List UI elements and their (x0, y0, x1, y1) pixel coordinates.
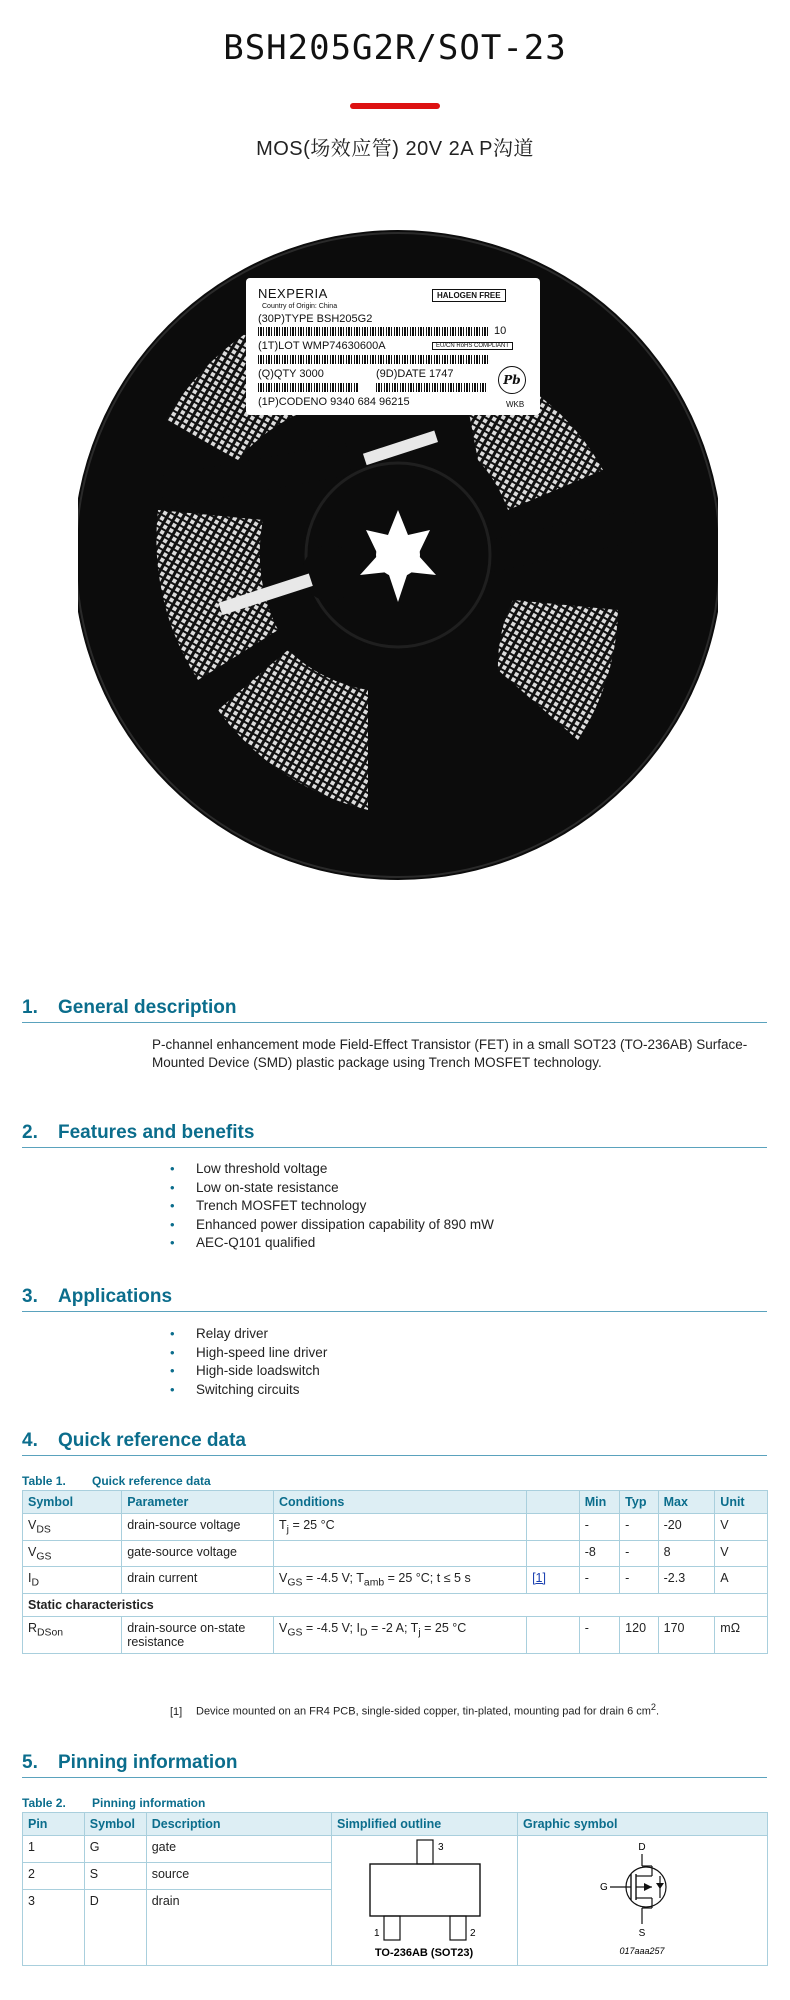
description-cell: gate (146, 1836, 331, 1863)
parameter-cell: drain-source on-state resistance (122, 1616, 274, 1653)
symbol-label-s: S (639, 1928, 646, 1939)
title-divider (350, 103, 440, 109)
column-header: Typ (620, 1491, 658, 1514)
min-cell: - (579, 1514, 619, 1541)
section-heading-general (22, 997, 767, 1023)
typ-cell: - (620, 1567, 658, 1594)
table-caption (22, 1796, 205, 1810)
list-item: • High-side loadswitch (170, 1362, 327, 1381)
label-type: (30P)TYPE BSH205G2 (258, 313, 373, 325)
symbol-label-d: D (638, 1842, 647, 1853)
reference-cell (527, 1616, 580, 1653)
symbol-cell (23, 1616, 122, 1653)
section-number: 5. (22, 1752, 38, 1773)
section-number: 4. (22, 1430, 38, 1451)
footnote-sup: 2 (650, 1702, 657, 1712)
page-subtitle: MOS(场效应管) 20V 2A P沟道 (256, 138, 534, 160)
sot23-outline-drawing (332, 1836, 516, 1962)
table-number: Table 1. (22, 1474, 66, 1488)
label-wkb: WKB (506, 400, 525, 409)
section-title: Applications (58, 1286, 173, 1307)
section-title: Pinning information (58, 1752, 238, 1773)
section-heading-pinning (22, 1752, 767, 1778)
typ-cell: - (620, 1514, 658, 1541)
parameter-cell: drain-source voltage (122, 1514, 274, 1541)
column-header: Simplified outline (332, 1813, 518, 1836)
typ-cell: - (620, 1540, 658, 1567)
label-brand: NEXPERIA (258, 286, 328, 301)
column-header: Pin (23, 1813, 85, 1836)
symbol-cell (23, 1540, 122, 1567)
symbol-text: I (28, 1571, 32, 1585)
outline-pin-3: 3 (438, 1842, 445, 1853)
symbol-text: V (28, 1518, 37, 1532)
table-title: Quick reference data (92, 1474, 211, 1488)
section-heading-quickref (22, 1430, 767, 1456)
label-qty: (Q)QTY 3000 (258, 368, 324, 380)
symbol-label-g: G (600, 1882, 609, 1893)
min-cell: -8 (579, 1540, 619, 1567)
symbol-cell (23, 1567, 122, 1594)
general-description-text: P-channel enhancement mode Field-Effect Transistor (FET) in a small SOT23 (TO-236AB) Surface-Mounted Device (SMD) plastic package using Trench MOSFET technology. (152, 1037, 748, 1070)
column-header: Conditions (274, 1491, 527, 1514)
column-header (527, 1491, 580, 1514)
symbol-subscript: DSon (37, 1627, 64, 1638)
symbol-cell: D (84, 1890, 146, 1966)
label-lot: (1T)LOT WMP74630600A (258, 340, 386, 352)
min-cell: - (579, 1616, 619, 1653)
list-item: • Relay driver (170, 1325, 327, 1344)
list-item: • High-speed line driver (170, 1344, 327, 1363)
barcode (258, 327, 488, 336)
section-number: 1. (22, 997, 38, 1018)
table-title: Pinning information (92, 1796, 206, 1810)
unit-cell: mΩ (715, 1616, 768, 1653)
list-item: • AEC-Q101 qualified (170, 1234, 494, 1253)
list-item: • Trench MOSFET technology (170, 1197, 494, 1216)
conditions-cell (274, 1540, 527, 1567)
pin-cell: 3 (23, 1890, 85, 1966)
column-header: Graphic symbol (517, 1813, 767, 1836)
label-rohs: EU/CN RoHS COMPLIANT (432, 342, 513, 350)
max-cell: -2.3 (658, 1567, 715, 1594)
footnote-link[interactable]: [1] (532, 1571, 546, 1585)
pinning-table (22, 1812, 768, 1966)
unit-cell: V (715, 1514, 768, 1541)
reference-cell (527, 1514, 580, 1541)
reference-cell (527, 1567, 580, 1594)
mosfet-symbol-drawing (518, 1836, 766, 1962)
table-row (23, 1514, 768, 1541)
outline-pin-1: 1 (374, 1928, 381, 1939)
column-header: Max (658, 1491, 715, 1514)
list-item: • Switching circuits (170, 1381, 327, 1400)
table-header-row (23, 1813, 768, 1836)
symbol-subscript: DS (36, 1524, 51, 1536)
page-title: BSH205G2R/SOT-23 (223, 28, 567, 68)
reel-image (78, 210, 718, 900)
barcode (258, 355, 488, 364)
barcode (258, 383, 358, 392)
table-subheader-row (23, 1593, 768, 1616)
max-cell: -20 (658, 1514, 715, 1541)
label-country: Country of Origin: China (262, 303, 338, 310)
symbol-subscript: D (31, 1577, 39, 1589)
section-title: Features and benefits (58, 1122, 255, 1143)
symbol-subscript: GS (36, 1551, 52, 1562)
section-heading-features (22, 1122, 767, 1148)
symbol-text: V (28, 1544, 37, 1559)
min-cell: - (579, 1567, 619, 1594)
outline-pin-2: 2 (470, 1928, 477, 1939)
section-title: General description (58, 997, 237, 1018)
symbol-cell: G (84, 1836, 146, 1863)
outline-caption: TO-236AB (SOT23) (375, 1947, 474, 1959)
outline-cell (332, 1836, 518, 1966)
graphic-symbol-cell (517, 1836, 767, 1966)
symbol-cell: S (84, 1863, 146, 1890)
reference-cell (527, 1540, 580, 1567)
conditions-cell: $V_{GS} = -4.5$ V; $T_{amb} = 25$ °C; t ≤ 5 s (274, 1567, 527, 1594)
table-footnote (170, 1702, 659, 1718)
static-characteristics-label: Static characteristics (23, 1593, 768, 1616)
column-header: Unit (715, 1491, 768, 1514)
table-caption (22, 1474, 211, 1488)
section-number: 2. (22, 1122, 38, 1143)
table-row (23, 1567, 768, 1594)
label-qty-code: 10 (494, 325, 507, 337)
symbol-code: 017aaa257 (619, 1946, 666, 1956)
reel-label (246, 278, 540, 415)
max-cell: 170 (658, 1616, 715, 1653)
section-heading-applications (22, 1286, 767, 1312)
column-header: Symbol (84, 1813, 146, 1836)
barcode (376, 383, 486, 392)
pin-cell: 1 (23, 1836, 85, 1863)
pin-cell: 2 (23, 1863, 85, 1890)
symbol-text: R (28, 1620, 38, 1635)
table-header-row (23, 1491, 768, 1514)
parameter-cell: gate-source voltage (122, 1540, 274, 1567)
description-cell: source (146, 1863, 331, 1890)
list-item: • Enhanced power dissipation capability of 890 mW (170, 1216, 494, 1235)
unit-cell: V (715, 1540, 768, 1567)
quick-reference-table (22, 1490, 768, 1654)
table-row (23, 1540, 768, 1567)
list-item: • Low on-state resistance (170, 1179, 494, 1198)
column-header: Description (146, 1813, 331, 1836)
conditions-cell: $V_{GS} = -4.5$ V; $I_D = -2$ A; $T_j = 25$ °C (274, 1616, 527, 1653)
section-title: Quick reference data (58, 1430, 246, 1451)
conditions-cell: $T_j = 25$ °C (274, 1514, 527, 1541)
max-cell: 8 (658, 1540, 715, 1567)
table-row (23, 1616, 768, 1653)
table-number: Table 2. (22, 1796, 66, 1810)
table-row (23, 1836, 768, 1863)
applications-list (170, 1325, 327, 1399)
pb-free-icon: Pb (498, 366, 526, 394)
label-date: (9D)DATE 1747 (376, 368, 454, 380)
column-header: Min (579, 1491, 619, 1514)
description-cell: drain (146, 1890, 331, 1966)
label-code: (1P)CODENO 9340 684 96215 (258, 396, 410, 408)
typ-cell: 120 (620, 1616, 658, 1653)
parameter-cell: drain current (122, 1567, 274, 1594)
symbol-cell (23, 1514, 122, 1541)
column-header: Parameter (122, 1491, 274, 1514)
footnote-text: Device mounted on an FR4 PCB, single-sided copper, tin-plated, mounting pad for drain 6 cm (196, 1705, 651, 1718)
unit-cell: A (715, 1567, 768, 1594)
list-item: • Low threshold voltage (170, 1160, 494, 1179)
features-list (170, 1160, 494, 1253)
label-halogen-free: HALOGEN FREE (432, 289, 506, 302)
section-number: 3. (22, 1286, 38, 1307)
footnote-end: . (656, 1705, 660, 1718)
footnote-number: [1] (170, 1705, 183, 1718)
column-header: Symbol (23, 1491, 122, 1514)
